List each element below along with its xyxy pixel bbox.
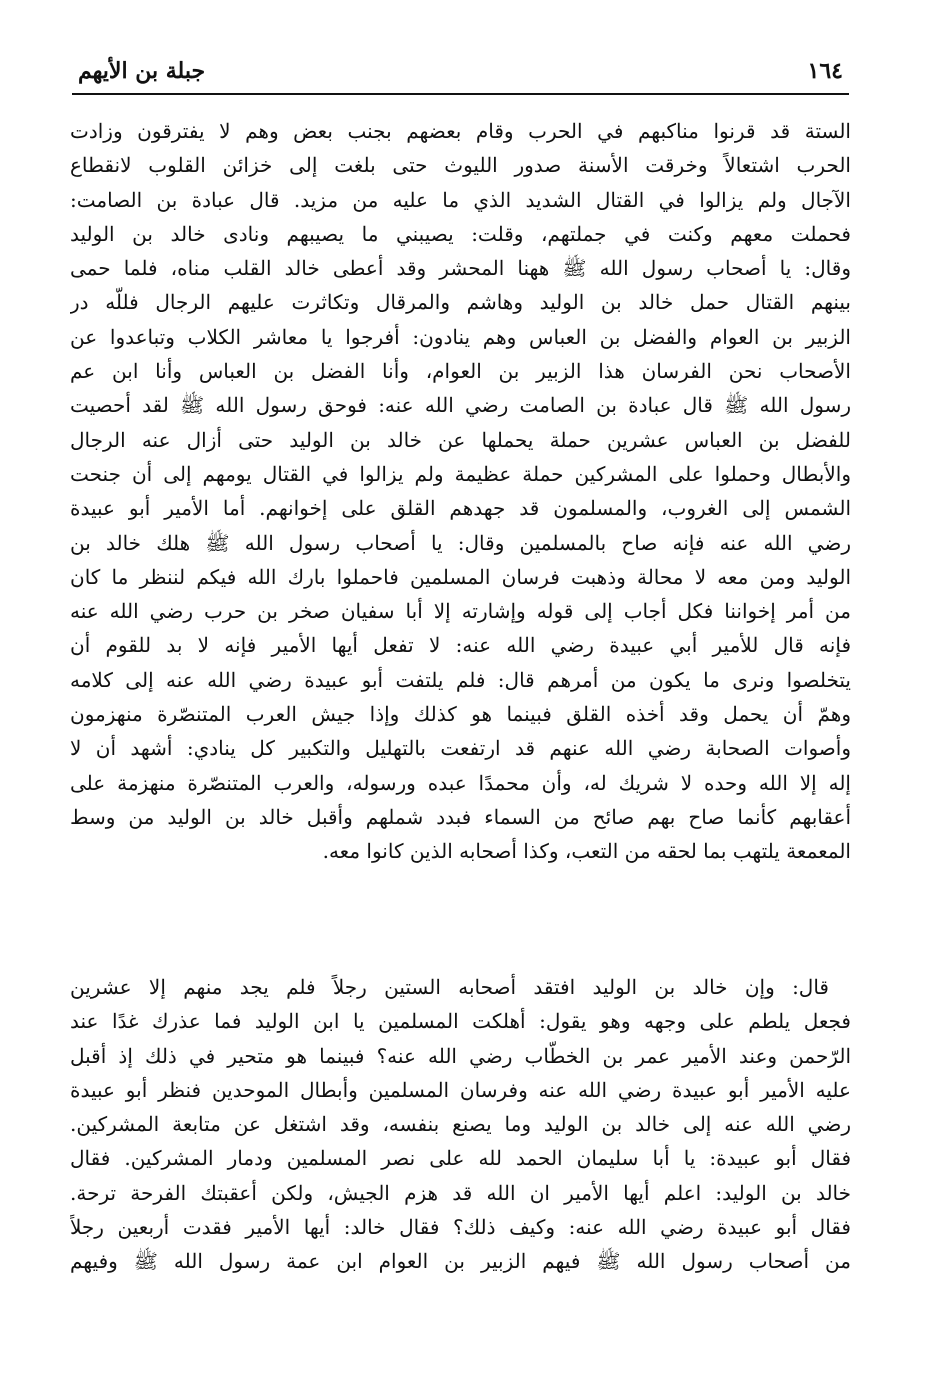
page-number: ١٦٤ (807, 58, 843, 84)
text-line: من أصحاب رسول الله ﷺ فيهم الزبير بن العوام ابن عمة رسول الله ﷺ وفيهم (70, 1249, 851, 1274)
page-header (74, 48, 847, 92)
running-title: جبلة بن الأيهم (78, 58, 206, 84)
text-line: يتخلصوا ونرى ما يكون من أمرهم قال: فلم يلتفت أبو عبيدة رضي الله عنه إلى كلامه (70, 667, 851, 692)
text-line: فحملت معهم وكنت في جملتهم، وقلت: يصيبني ما يصيبهم ونادى خالد بن الوليد (70, 221, 851, 246)
text-line: أعقابهم كأنما صاح بهم صائح من السماء فبدد شملهم وأقبل خالد بن الوليد من وسط (70, 804, 851, 829)
text-line: عليه الأمير أبو عبيدة رضي الله عنه وفرسان المسلمين وأبطال الموحدين فنظر أبو عبيدة (70, 1077, 851, 1102)
text-line: وهمّ أن يحمل وقد أخذه القلق فبينما هو كذلك وإذا جيش العرب المتنصّرة منهزمون (70, 702, 851, 727)
text-line: الأصحاب نحن الفرسان هذا الزبير بن العوام، وأنا الفضل بن العباس وأنا ابن عم (70, 359, 851, 384)
text-line: فإنه قال للأمير أبي عبيدة رضي الله عنه: لا تفعل أيها الأمير فإنه لا بد للقوم أن (70, 633, 851, 658)
text-line: الحرب اشتعالاً وخرقت الأسنة صدور الليوث حتى بلغت إلى خزائن القلوب لانقطاع (70, 153, 851, 178)
text-line: الرّحمن وعند الأمير عمر بن الخطّاب رضي الله عنه؟ فبينما هو متحير في ذلك إذ أقبل (70, 1043, 851, 1068)
header-rule (72, 93, 849, 95)
text-line: رضي الله عنه إلى خالد بن الوليد وما يصنع بنفسه، وقد اشتغل عن متابعة المشركين. (70, 1112, 851, 1137)
text-line: للفضل بن العباس عشرين حملة يحملها عن خالد بن الوليد حتى أزال عنه الرجال (70, 427, 851, 452)
text-line: وأصوات الصحابة رضي الله عنهم قد ارتفعت بالتهليل والتكبير كل ينادي: أشهد أن لا (70, 736, 851, 761)
text-line: فقال أبو عبيدة: يا أبا سليمان الحمد لله على نصر المسلمين ودمار المشركين. فقال (70, 1146, 851, 1171)
paragraph-2 (70, 970, 851, 1279)
text-line: الشمس إلى الغروب، والمسلمون قد جهدهم القلق على إخوانهم. أما الأمير أبو عبيدة (70, 496, 851, 521)
text-line: الوليد ومن معه لا محالة وذهبت فرسان المسلمين فاحملوا بارك الله فيكم لننظر ما كان (70, 564, 851, 589)
text-line: رضي الله عنه فإنه صاح بالمسلمين وقال: يا أصحاب رسول الله ﷺ هلك خالد بن (70, 530, 851, 555)
text-line: الزبير بن العوام والفضل بن العباس وهم ينادون: أفرجوا يا معاشر الكلاب وتباعدوا عن (70, 324, 851, 349)
text-line: الآجال ولم يزالوا في القتال الشديد الذي ما عليه من مزيد. قال عبادة بن الصامت: (70, 187, 851, 212)
paragraph-1 (70, 114, 851, 869)
text-line: رسول الله ﷺ قال عبادة بن الصامت رضي الله عنه: فوحق رسول الله ﷺ لقد أحصيت (70, 393, 851, 418)
text-line: خالد بن الوليد: اعلم أيها الأمير ان الله قد هزم الجيش، ولكن أعقبتك الفرحة ترحة. (70, 1180, 851, 1205)
text-line: قال: وإن خالد بن الوليد افتقد أصحابه الستين رجلاً فلم يجد منهم إلا عشرين (70, 975, 829, 999)
text-line: فجعل يلطم على وجهه وهو يقول: أهلكت المسلمين يا ابن الوليد فما عذرك غدًا عند (70, 1009, 851, 1034)
text-line: المعمعة يلتهب بما لحقه من التعب، وكذا أصحابه الذين كانوا معه. (322, 839, 851, 864)
text-line: بينهم القتال حمل خالد بن الوليد وهاشم والمرقال وتكاثرت عليهم الرجال فللّه در (70, 290, 851, 315)
text-line: وقال: يا أصحاب رسول الله ﷺ ههنا المحشر وقد أعطى خالد القلب مناه، فلما حمى (70, 256, 851, 281)
text-line: من أمر إخواننا فكل أجاب إلى قوله وإشارته إلا أبا سفيان صخر بن حرب رضي الله عنه (70, 599, 851, 624)
text-line: إله إلا الله وحده لا شريك له، وأن محمدًا عبده ورسوله، والعرب المتنصّرة منهزمة على (70, 770, 851, 795)
text-line: والأبطال وحملوا على المشركين حملة عظيمة ولم يزالوا في القتال يومهم إلى أن جنحت (70, 461, 851, 486)
text-line: الستة قد قرنوا مناكبهم في الحرب وقام بعضهم بجنب بعض وهم لا يفترقون وزادت (70, 119, 851, 143)
text-line: فقال أبو عبيدة رضي الله عنه: وكيف ذلك؟ فقال خالد: أيها الأمير فقدت أربعين رجلاً (70, 1215, 851, 1240)
